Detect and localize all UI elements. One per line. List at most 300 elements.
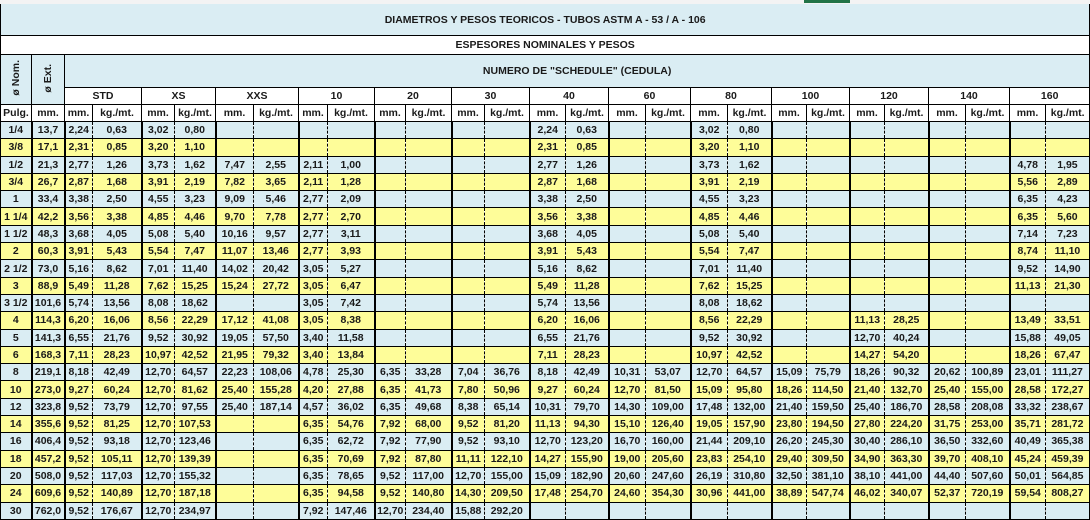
weight-kg-cell-60[interactable] xyxy=(646,260,691,277)
weight-kg-cell-60[interactable] xyxy=(646,243,691,260)
weight-kg-cell-std[interactable]: 176,67 xyxy=(93,502,142,519)
thickness-mm-cell-40[interactable]: 2,87 xyxy=(530,173,566,190)
thickness-mm-cell-160[interactable]: 11,13 xyxy=(1010,277,1046,294)
schedule-header-20[interactable]: 20 xyxy=(375,88,452,105)
thickness-mm-cell-xxs[interactable]: 10,16 xyxy=(216,225,254,242)
thickness-mm-cell-std[interactable]: 9,52 xyxy=(65,433,93,450)
weight-kg-cell-140[interactable] xyxy=(966,243,1010,260)
thickness-mm-cell-10[interactable]: 4,20 xyxy=(299,381,328,398)
weight-kg-cell-160[interactable]: 281,72 xyxy=(1046,416,1090,433)
unit-kg-per-m[interactable]: kg./mt. xyxy=(885,105,929,122)
thickness-mm-cell-xxs[interactable]: 21,95 xyxy=(216,346,254,363)
thickness-mm-cell-80[interactable]: 15,09 xyxy=(691,381,728,398)
thickness-mm-cell-xxs[interactable]: 19,05 xyxy=(216,329,254,346)
thickness-mm-cell-120[interactable]: 14,27 xyxy=(850,346,885,363)
thickness-mm-cell-60[interactable] xyxy=(609,173,646,190)
thickness-mm-cell-120[interactable] xyxy=(850,191,885,208)
thickness-mm-cell-std[interactable]: 9,52 xyxy=(65,467,93,484)
weight-kg-cell-xs[interactable]: 4,46 xyxy=(175,208,216,225)
thickness-mm-cell-160[interactable] xyxy=(1010,294,1046,311)
thickness-mm-cell-10[interactable]: 3,05 xyxy=(299,312,328,329)
thickness-mm-cell-40[interactable]: 5,16 xyxy=(530,260,566,277)
weight-kg-cell-80[interactable]: 5,40 xyxy=(728,225,772,242)
weight-kg-cell-10[interactable]: 11,58 xyxy=(328,329,375,346)
weight-kg-cell-20[interactable] xyxy=(406,243,452,260)
thickness-mm-cell-160[interactable]: 15,88 xyxy=(1010,329,1046,346)
schedule-header-160[interactable]: 160 xyxy=(1010,88,1090,105)
weight-kg-cell-160[interactable] xyxy=(1046,122,1090,139)
thickness-mm-cell-60[interactable]: 24,60 xyxy=(609,485,646,502)
nominal-diameter-header[interactable] xyxy=(1,55,32,105)
weight-kg-cell-20[interactable] xyxy=(406,294,452,311)
unit-mm[interactable]: mm. xyxy=(299,105,328,122)
thickness-mm-cell-80[interactable]: 3,91 xyxy=(691,173,728,190)
weight-kg-cell-100[interactable] xyxy=(807,346,850,363)
thickness-mm-cell-std[interactable]: 5,74 xyxy=(65,294,93,311)
thickness-mm-cell-60[interactable] xyxy=(609,346,646,363)
weight-kg-cell-std[interactable]: 105,11 xyxy=(93,450,142,467)
thickness-mm-cell-xxs[interactable] xyxy=(216,467,254,484)
weight-kg-cell-xxs[interactable]: 108,06 xyxy=(254,364,299,381)
thickness-mm-cell-xs[interactable]: 12,70 xyxy=(142,450,175,467)
weight-kg-cell-xxs[interactable]: 2,55 xyxy=(254,156,299,173)
weight-kg-cell-40[interactable]: 16,06 xyxy=(566,312,609,329)
weight-kg-cell-140[interactable] xyxy=(966,346,1010,363)
weight-kg-cell-100[interactable]: 381,10 xyxy=(807,467,850,484)
thickness-mm-cell-60[interactable] xyxy=(609,243,646,260)
weight-kg-cell-140[interactable] xyxy=(966,122,1010,139)
weight-kg-cell-120[interactable] xyxy=(885,191,929,208)
weight-kg-cell-100[interactable]: 114,50 xyxy=(807,381,850,398)
thickness-mm-cell-80[interactable]: 26,19 xyxy=(691,467,728,484)
weight-kg-cell-xs[interactable]: 1,62 xyxy=(175,156,216,173)
nominal-diameter-cell[interactable]: 2 1/2 xyxy=(1,260,32,277)
thickness-mm-cell-30[interactable]: 9,52 xyxy=(452,433,485,450)
external-diameter-cell[interactable]: 114,3 xyxy=(32,312,65,329)
weight-kg-cell-xs[interactable]: 1,10 xyxy=(175,139,216,156)
weight-kg-cell-140[interactable] xyxy=(966,208,1010,225)
weight-kg-cell-140[interactable]: 720,19 xyxy=(966,485,1010,502)
weight-kg-cell-60[interactable] xyxy=(646,225,691,242)
weight-kg-cell-30[interactable] xyxy=(485,260,530,277)
weight-kg-cell-std[interactable]: 28,23 xyxy=(93,346,142,363)
weight-kg-cell-60[interactable] xyxy=(646,139,691,156)
weight-kg-cell-60[interactable]: 247,60 xyxy=(646,467,691,484)
thickness-mm-cell-160[interactable]: 13,49 xyxy=(1010,312,1046,329)
unit-mm[interactable]: mm. xyxy=(929,105,966,122)
thickness-mm-cell-120[interactable]: 12,70 xyxy=(850,329,885,346)
weight-kg-cell-xs[interactable]: 187,18 xyxy=(175,485,216,502)
weight-kg-cell-160[interactable]: 14,90 xyxy=(1046,260,1090,277)
weight-kg-cell-60[interactable] xyxy=(646,312,691,329)
unit-mm[interactable]: mm. xyxy=(375,105,406,122)
thickness-mm-cell-20[interactable]: 6,35 xyxy=(375,364,406,381)
weight-kg-cell-120[interactable]: 186,70 xyxy=(885,398,929,415)
thickness-mm-cell-100[interactable]: 15,09 xyxy=(772,364,807,381)
thickness-mm-cell-140[interactable]: 31,75 xyxy=(929,416,966,433)
thickness-mm-cell-xs[interactable]: 10,97 xyxy=(142,346,175,363)
weight-kg-cell-120[interactable] xyxy=(885,225,929,242)
weight-kg-cell-40[interactable]: 28,23 xyxy=(566,346,609,363)
thickness-mm-cell-std[interactable]: 5,16 xyxy=(65,260,93,277)
unit-mm[interactable]: mm. xyxy=(32,105,65,122)
weight-kg-cell-160[interactable]: 808,27 xyxy=(1046,485,1090,502)
thickness-mm-cell-40[interactable]: 2,24 xyxy=(530,122,566,139)
thickness-mm-cell-120[interactable]: 46,02 xyxy=(850,485,885,502)
thickness-mm-cell-160[interactable] xyxy=(1010,122,1046,139)
weight-kg-cell-40[interactable]: 8,62 xyxy=(566,260,609,277)
weight-kg-cell-120[interactable] xyxy=(885,294,929,311)
thickness-mm-cell-xs[interactable]: 8,56 xyxy=(142,312,175,329)
weight-kg-cell-60[interactable]: 354,30 xyxy=(646,485,691,502)
weight-kg-cell-80[interactable]: 310,80 xyxy=(728,467,772,484)
weight-kg-cell-xxs[interactable]: 5,46 xyxy=(254,191,299,208)
thickness-mm-cell-80[interactable]: 10,97 xyxy=(691,346,728,363)
thickness-mm-cell-10[interactable]: 2,77 xyxy=(299,191,328,208)
weight-kg-cell-60[interactable] xyxy=(646,502,691,519)
weight-kg-cell-60[interactable] xyxy=(646,156,691,173)
weight-kg-cell-140[interactable] xyxy=(966,329,1010,346)
schedule-header-120[interactable]: 120 xyxy=(850,88,929,105)
thickness-mm-cell-80[interactable]: 12,70 xyxy=(691,364,728,381)
thickness-mm-cell-140[interactable]: 28,58 xyxy=(929,398,966,415)
nominal-diameter-cell[interactable]: 1 xyxy=(1,191,32,208)
thickness-mm-cell-60[interactable]: 10,31 xyxy=(609,364,646,381)
thickness-mm-cell-140[interactable] xyxy=(929,346,966,363)
weight-kg-cell-60[interactable]: 126,40 xyxy=(646,416,691,433)
thickness-mm-cell-80[interactable]: 17,48 xyxy=(691,398,728,415)
thickness-mm-cell-80[interactable]: 3,73 xyxy=(691,156,728,173)
weight-kg-cell-100[interactable] xyxy=(807,139,850,156)
weight-kg-cell-160[interactable]: 67,47 xyxy=(1046,346,1090,363)
thickness-mm-cell-10[interactable]: 3,40 xyxy=(299,329,328,346)
weight-kg-cell-30[interactable]: 93,10 xyxy=(485,433,530,450)
weight-kg-cell-xs[interactable]: 18,62 xyxy=(175,294,216,311)
weight-kg-cell-160[interactable]: 11,10 xyxy=(1046,243,1090,260)
thickness-mm-cell-120[interactable]: 11,13 xyxy=(850,312,885,329)
unit-kg-per-m[interactable]: kg./mt. xyxy=(1046,105,1090,122)
weight-kg-cell-10[interactable]: 36,02 xyxy=(328,398,375,415)
thickness-mm-cell-10[interactable]: 2,11 xyxy=(299,156,328,173)
thickness-mm-cell-100[interactable]: 26,20 xyxy=(772,433,807,450)
nominal-diameter-cell[interactable]: 3/4 xyxy=(1,173,32,190)
weight-kg-cell-80[interactable]: 1,10 xyxy=(728,139,772,156)
weight-kg-cell-100[interactable] xyxy=(807,173,850,190)
thickness-mm-cell-xs[interactable]: 12,70 xyxy=(142,467,175,484)
weight-kg-cell-140[interactable] xyxy=(966,312,1010,329)
thickness-mm-cell-100[interactable] xyxy=(772,294,807,311)
weight-kg-cell-std[interactable]: 3,38 xyxy=(93,208,142,225)
thickness-mm-cell-40[interactable]: 14,27 xyxy=(530,450,566,467)
weight-kg-cell-std[interactable]: 1,68 xyxy=(93,173,142,190)
weight-kg-cell-30[interactable] xyxy=(485,156,530,173)
weight-kg-cell-20[interactable] xyxy=(406,139,452,156)
thickness-mm-cell-xs[interactable]: 4,85 xyxy=(142,208,175,225)
weight-kg-cell-40[interactable]: 3,38 xyxy=(566,208,609,225)
external-diameter-cell[interactable]: 17,1 xyxy=(32,139,65,156)
thickness-mm-cell-xs[interactable]: 3,20 xyxy=(142,139,175,156)
thickness-mm-cell-120[interactable] xyxy=(850,173,885,190)
nominal-diameter-cell[interactable]: 1 1/4 xyxy=(1,208,32,225)
weight-kg-cell-20[interactable] xyxy=(406,260,452,277)
weight-kg-cell-10[interactable] xyxy=(328,122,375,139)
weight-kg-cell-80[interactable]: 254,10 xyxy=(728,450,772,467)
thickness-mm-cell-80[interactable] xyxy=(691,502,728,519)
weight-kg-cell-10[interactable]: 2,09 xyxy=(328,191,375,208)
weight-kg-cell-60[interactable] xyxy=(646,294,691,311)
weight-kg-cell-std[interactable]: 21,76 xyxy=(93,329,142,346)
thickness-mm-cell-std[interactable]: 3,38 xyxy=(65,191,93,208)
weight-kg-cell-xs[interactable]: 107,53 xyxy=(175,416,216,433)
thickness-mm-cell-xxs[interactable]: 9,70 xyxy=(216,208,254,225)
weight-kg-cell-xxs[interactable] xyxy=(254,139,299,156)
weight-kg-cell-100[interactable]: 245,30 xyxy=(807,433,850,450)
thickness-mm-cell-10[interactable]: 2,77 xyxy=(299,225,328,242)
schedule-header-140[interactable]: 140 xyxy=(929,88,1010,105)
weight-kg-cell-160[interactable] xyxy=(1046,139,1090,156)
weight-kg-cell-20[interactable]: 87,80 xyxy=(406,450,452,467)
thickness-mm-cell-120[interactable]: 21,40 xyxy=(850,381,885,398)
thickness-mm-cell-20[interactable] xyxy=(375,156,406,173)
thickness-mm-cell-100[interactable] xyxy=(772,139,807,156)
weight-kg-cell-160[interactable]: 7,23 xyxy=(1046,225,1090,242)
weight-kg-cell-xs[interactable]: 123,46 xyxy=(175,433,216,450)
thickness-mm-cell-140[interactable] xyxy=(929,225,966,242)
weight-kg-cell-20[interactable]: 33,28 xyxy=(406,364,452,381)
schedule-header-10[interactable]: 10 xyxy=(299,88,375,105)
thickness-mm-cell-40[interactable]: 5,74 xyxy=(530,294,566,311)
thickness-mm-cell-100[interactable] xyxy=(772,260,807,277)
thickness-mm-cell-160[interactable]: 7,14 xyxy=(1010,225,1046,242)
thickness-mm-cell-30[interactable] xyxy=(452,312,485,329)
weight-kg-cell-xxs[interactable]: 155,28 xyxy=(254,381,299,398)
weight-kg-cell-20[interactable] xyxy=(406,122,452,139)
weight-kg-cell-160[interactable]: 21,30 xyxy=(1046,277,1090,294)
thickness-mm-cell-160[interactable] xyxy=(1010,139,1046,156)
thickness-mm-cell-60[interactable] xyxy=(609,122,646,139)
weight-kg-cell-20[interactable] xyxy=(406,191,452,208)
thickness-mm-cell-30[interactable] xyxy=(452,346,485,363)
weight-kg-cell-140[interactable]: 408,10 xyxy=(966,450,1010,467)
weight-kg-cell-160[interactable]: 4,23 xyxy=(1046,191,1090,208)
thickness-mm-cell-100[interactable] xyxy=(772,277,807,294)
thickness-mm-cell-10[interactable]: 3,05 xyxy=(299,260,328,277)
weight-kg-cell-20[interactable]: 49,68 xyxy=(406,398,452,415)
weight-kg-cell-xs[interactable]: 2,19 xyxy=(175,173,216,190)
thickness-mm-cell-std[interactable]: 3,68 xyxy=(65,225,93,242)
weight-kg-cell-100[interactable] xyxy=(807,260,850,277)
weight-kg-cell-xs[interactable]: 11,40 xyxy=(175,260,216,277)
weight-kg-cell-100[interactable]: 309,50 xyxy=(807,450,850,467)
thickness-mm-cell-160[interactable]: 23,01 xyxy=(1010,364,1046,381)
thickness-mm-cell-40[interactable]: 6,55 xyxy=(530,329,566,346)
unit-kg-per-m[interactable]: kg./mt. xyxy=(175,105,216,122)
unit-kg-per-m[interactable]: kg./mt. xyxy=(728,105,772,122)
nominal-diameter-cell[interactable]: 1/4 xyxy=(1,122,32,139)
weight-kg-cell-xs[interactable]: 139,39 xyxy=(175,450,216,467)
weight-kg-cell-80[interactable] xyxy=(728,502,772,519)
weight-kg-cell-40[interactable]: 5,43 xyxy=(566,243,609,260)
weight-kg-cell-xxs[interactable] xyxy=(254,485,299,502)
thickness-mm-cell-xs[interactable]: 12,70 xyxy=(142,485,175,502)
thickness-mm-cell-30[interactable] xyxy=(452,122,485,139)
weight-kg-cell-140[interactable]: 332,60 xyxy=(966,433,1010,450)
weight-kg-cell-60[interactable] xyxy=(646,329,691,346)
table-subtitle[interactable]: ESPESORES NOMINALES Y PESOS xyxy=(1,36,1090,55)
weight-kg-cell-80[interactable]: 2,19 xyxy=(728,173,772,190)
thickness-mm-cell-40[interactable]: 7,11 xyxy=(530,346,566,363)
nominal-diameter-cell[interactable]: 30 xyxy=(1,502,32,519)
unit-mm[interactable]: mm. xyxy=(1010,105,1046,122)
weight-kg-cell-100[interactable] xyxy=(807,243,850,260)
weight-kg-cell-160[interactable]: 172,27 xyxy=(1046,381,1090,398)
thickness-mm-cell-120[interactable] xyxy=(850,156,885,173)
thickness-mm-cell-160[interactable]: 4,78 xyxy=(1010,156,1046,173)
weight-kg-cell-std[interactable]: 5,43 xyxy=(93,243,142,260)
unit-pulg[interactable]: Pulg. xyxy=(1,105,32,122)
external-diameter-cell[interactable]: 141,3 xyxy=(32,329,65,346)
weight-kg-cell-160[interactable]: 5,60 xyxy=(1046,208,1090,225)
schedule-header-80[interactable]: 80 xyxy=(691,88,772,105)
thickness-mm-cell-xs[interactable]: 3,73 xyxy=(142,156,175,173)
thickness-mm-cell-xxs[interactable] xyxy=(216,122,254,139)
weight-kg-cell-10[interactable]: 7,42 xyxy=(328,294,375,311)
thickness-mm-cell-20[interactable] xyxy=(375,208,406,225)
thickness-mm-cell-80[interactable]: 8,08 xyxy=(691,294,728,311)
weight-kg-cell-20[interactable] xyxy=(406,225,452,242)
weight-kg-cell-60[interactable]: 160,00 xyxy=(646,433,691,450)
thickness-mm-cell-140[interactable] xyxy=(929,156,966,173)
thickness-mm-cell-20[interactable] xyxy=(375,225,406,242)
weight-kg-cell-30[interactable] xyxy=(485,329,530,346)
weight-kg-cell-40[interactable]: 182,90 xyxy=(566,467,609,484)
schedule-header-std[interactable]: STD xyxy=(65,88,142,105)
weight-kg-cell-30[interactable] xyxy=(485,277,530,294)
thickness-mm-cell-10[interactable]: 2,11 xyxy=(299,173,328,190)
weight-kg-cell-20[interactable]: 41,73 xyxy=(406,381,452,398)
weight-kg-cell-xs[interactable]: 64,57 xyxy=(175,364,216,381)
weight-kg-cell-40[interactable]: 123,20 xyxy=(566,433,609,450)
thickness-mm-cell-xxs[interactable]: 25,40 xyxy=(216,381,254,398)
thickness-mm-cell-40[interactable]: 9,27 xyxy=(530,381,566,398)
thickness-mm-cell-xxs[interactable] xyxy=(216,433,254,450)
weight-kg-cell-100[interactable] xyxy=(807,122,850,139)
thickness-mm-cell-120[interactable]: 34,90 xyxy=(850,450,885,467)
thickness-mm-cell-60[interactable] xyxy=(609,329,646,346)
weight-kg-cell-140[interactable]: 507,60 xyxy=(966,467,1010,484)
thickness-mm-cell-xs[interactable]: 3,91 xyxy=(142,173,175,190)
thickness-mm-cell-80[interactable]: 4,55 xyxy=(691,191,728,208)
weight-kg-cell-10[interactable]: 3,11 xyxy=(328,225,375,242)
thickness-mm-cell-80[interactable]: 3,20 xyxy=(691,139,728,156)
thickness-mm-cell-30[interactable] xyxy=(452,243,485,260)
weight-kg-cell-160[interactable]: 111,27 xyxy=(1046,364,1090,381)
thickness-mm-cell-10[interactable]: 6,35 xyxy=(299,416,328,433)
thickness-mm-cell-120[interactable] xyxy=(850,122,885,139)
unit-mm[interactable]: mm. xyxy=(850,105,885,122)
weight-kg-cell-120[interactable]: 54,20 xyxy=(885,346,929,363)
weight-kg-cell-std[interactable]: 60,24 xyxy=(93,381,142,398)
weight-kg-cell-40[interactable]: 0,85 xyxy=(566,139,609,156)
thickness-mm-cell-80[interactable]: 8,56 xyxy=(691,312,728,329)
thickness-mm-cell-40[interactable]: 3,56 xyxy=(530,208,566,225)
weight-kg-cell-160[interactable]: 33,51 xyxy=(1046,312,1090,329)
nominal-diameter-cell[interactable]: 1 1/2 xyxy=(1,225,32,242)
thickness-mm-cell-60[interactable] xyxy=(609,312,646,329)
weight-kg-cell-xxs[interactable]: 27,72 xyxy=(254,277,299,294)
weight-kg-cell-40[interactable]: 1,26 xyxy=(566,156,609,173)
weight-kg-cell-20[interactable] xyxy=(406,277,452,294)
thickness-mm-cell-xs[interactable]: 9,52 xyxy=(142,329,175,346)
thickness-mm-cell-xxs[interactable]: 9,09 xyxy=(216,191,254,208)
thickness-mm-cell-std[interactable]: 9,52 xyxy=(65,502,93,519)
unit-kg-per-m[interactable]: kg./mt. xyxy=(254,105,299,122)
schedule-header-40[interactable]: 40 xyxy=(530,88,609,105)
thickness-mm-cell-160[interactable]: 5,56 xyxy=(1010,173,1046,190)
weight-kg-cell-40[interactable]: 254,70 xyxy=(566,485,609,502)
external-diameter-cell[interactable]: 33,4 xyxy=(32,191,65,208)
weight-kg-cell-20[interactable] xyxy=(406,346,452,363)
thickness-mm-cell-140[interactable] xyxy=(929,208,966,225)
thickness-mm-cell-140[interactable]: 25,40 xyxy=(929,381,966,398)
thickness-mm-cell-40[interactable]: 12,70 xyxy=(530,433,566,450)
thickness-mm-cell-80[interactable]: 9,52 xyxy=(691,329,728,346)
thickness-mm-cell-100[interactable]: 18,26 xyxy=(772,381,807,398)
thickness-mm-cell-40[interactable]: 3,68 xyxy=(530,225,566,242)
weight-kg-cell-xxs[interactable]: 7,78 xyxy=(254,208,299,225)
thickness-mm-cell-xxs[interactable]: 22,23 xyxy=(216,364,254,381)
thickness-mm-cell-xxs[interactable] xyxy=(216,450,254,467)
thickness-mm-cell-140[interactable] xyxy=(929,502,966,519)
weight-kg-cell-100[interactable] xyxy=(807,329,850,346)
weight-kg-cell-120[interactable]: 441,00 xyxy=(885,467,929,484)
thickness-mm-cell-100[interactable] xyxy=(772,502,807,519)
thickness-mm-cell-40[interactable]: 11,13 xyxy=(530,416,566,433)
thickness-mm-cell-xxs[interactable] xyxy=(216,139,254,156)
unit-kg-per-m[interactable]: kg./mt. xyxy=(328,105,375,122)
external-diameter-cell[interactable]: 73,0 xyxy=(32,260,65,277)
weight-kg-cell-100[interactable]: 159,50 xyxy=(807,398,850,415)
thickness-mm-cell-std[interactable]: 2,87 xyxy=(65,173,93,190)
weight-kg-cell-xs[interactable]: 3,23 xyxy=(175,191,216,208)
thickness-mm-cell-100[interactable] xyxy=(772,191,807,208)
nominal-diameter-cell[interactable]: 3 xyxy=(1,277,32,294)
thickness-mm-cell-10[interactable]: 7,92 xyxy=(299,502,328,519)
weight-kg-cell-80[interactable]: 42,52 xyxy=(728,346,772,363)
thickness-mm-cell-std[interactable]: 9,52 xyxy=(65,450,93,467)
weight-kg-cell-100[interactable]: 547,74 xyxy=(807,485,850,502)
weight-kg-cell-60[interactable] xyxy=(646,122,691,139)
weight-kg-cell-xxs[interactable]: 187,14 xyxy=(254,398,299,415)
weight-kg-cell-60[interactable] xyxy=(646,191,691,208)
thickness-mm-cell-30[interactable]: 14,30 xyxy=(452,485,485,502)
weight-kg-cell-80[interactable]: 22,29 xyxy=(728,312,772,329)
weight-kg-cell-xxs[interactable]: 57,50 xyxy=(254,329,299,346)
thickness-mm-cell-10[interactable] xyxy=(299,122,328,139)
thickness-mm-cell-80[interactable]: 30,96 xyxy=(691,485,728,502)
thickness-mm-cell-120[interactable] xyxy=(850,294,885,311)
thickness-mm-cell-140[interactable]: 52,37 xyxy=(929,485,966,502)
thickness-mm-cell-120[interactable] xyxy=(850,277,885,294)
weight-kg-cell-std[interactable]: 2,50 xyxy=(93,191,142,208)
thickness-mm-cell-100[interactable]: 38,89 xyxy=(772,485,807,502)
nominal-diameter-cell[interactable]: 16 xyxy=(1,433,32,450)
thickness-mm-cell-100[interactable] xyxy=(772,329,807,346)
weight-kg-cell-xxs[interactable] xyxy=(254,502,299,519)
thickness-mm-cell-160[interactable] xyxy=(1010,502,1046,519)
unit-mm[interactable]: mm. xyxy=(609,105,646,122)
thickness-mm-cell-140[interactable]: 36,50 xyxy=(929,433,966,450)
